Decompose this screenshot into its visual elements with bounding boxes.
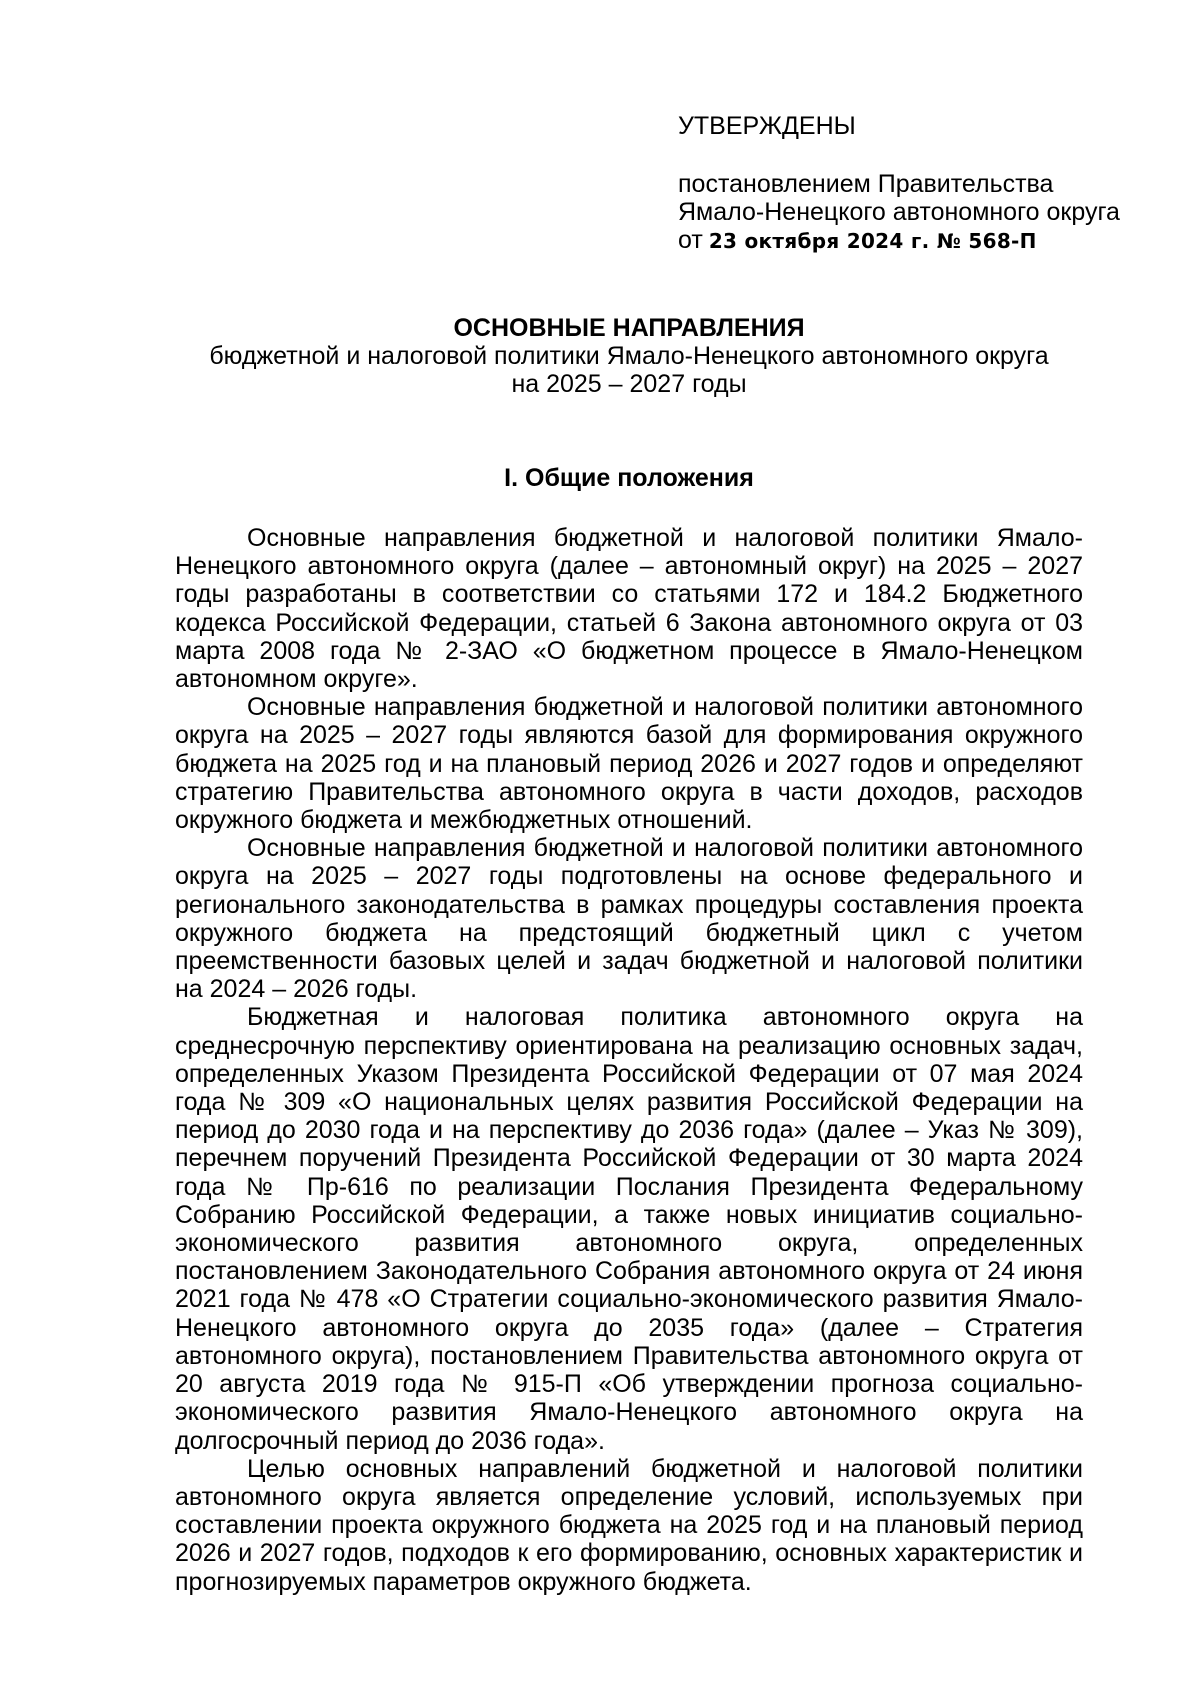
- section-heading: I. Общие положения: [504, 464, 754, 492]
- paragraph: Основные направления бюджетной и налоговой политики Ямало-Ненецкого автономного округа (далее – автономный округ) на 2025 – 2027 годы разработаны в соответствии со статьями 172 и 184.2 Бюджетного кодекса Российской Федерации, статьей 6 Закона автономного округа от 03 марта 2008 года № 2-ЗАО «О бюджетном процессе в Ямало-Ненецком автономном округе».: [175, 524, 1083, 694]
- paragraph: Целью основных направлений бюджетной и налоговой политики автономного округа является определение условий, используемых при составлении проекта окружного бюджета на 2025 год и на плановый период 2026 и 2027 годов, подходов к его формированию, основных характеристик и прогнозируемых параметров окружного бюджета.: [175, 1454, 1083, 1596]
- approval-date-number: 23 октября 2024 г. № 568-П: [708, 229, 1037, 253]
- document-title: [175, 314, 1083, 398]
- title-period: на 2025 – 2027 годы: [511, 370, 747, 398]
- approval-line-1: постановлением Правительства: [678, 170, 1054, 198]
- approval-date-line: [678, 226, 1178, 255]
- paragraph: Основные направления бюджетной и налоговой политики автономного округа на 2025 – 2027 годы подготовлены на основе федерального и регионального законодательства в рамках процедуры составления проекта окружного бюджета на предстоящий бюджетный цикл с учетом преемственности базовых целей и задач бюджетной и налоговой политики на 2024 – 2026 годы.: [175, 834, 1083, 1004]
- approval-stamp: УТВЕРЖДЕНЫ: [678, 112, 856, 140]
- approval-date-prefix: от: [678, 226, 703, 254]
- body-text: [175, 524, 1083, 1596]
- title-main: ОСНОВНЫЕ НАПРАВЛЕНИЯ: [453, 314, 805, 342]
- approval-line-2: Ямало-Ненецкого автономного округа: [678, 198, 1120, 226]
- paragraph: Бюджетная и налоговая политика автономного округа на среднесрочную перспективу ориентирована на реализацию основных задач, определенных Указом Президента Российской Федерации от 07 мая 2024 года № 309 «О национальных целях развития Российской Федерации на период до 2030 года и на перспективу до 2036 года» (далее – Указ № 309), перечнем поручений Президента Российской Федерации от 30 марта 2024 года № Пр-616 по реализации Послания Президента Федеральному Собранию Российской Федерации, а также новых инициатив социально-экономического развития автономного округа, определенных постановлением Законодательного Собрания автономного округа от 24 июня 2021 года № 478 «О Стратегии социально-экономического развития Ямало-Ненецкого автономного округа до 2035 года» (далее – Стратегия автономного округа), постановлением Правительства автономного округа от 20 августа 2019 года № 915-П «Об утверждении прогноза социально-экономического развития Ямало-Ненецкого автономного округа на долгосрочный период до 2036 года».: [175, 1003, 1083, 1455]
- title-subtitle: бюджетной и налоговой политики Ямало-Ненецкого автономного округа: [209, 342, 1049, 370]
- approval-block: [678, 112, 1178, 255]
- paragraph: Основные направления бюджетной и налоговой политики автономного округа на 2025 – 2027 годы являются базой для формирования окружного бюджета на 2025 год и на плановый период 2026 и 2027 годов и определяют стратегию Правительства автономного округа в части доходов, расходов окружного бюджета и межбюджетных отношений.: [175, 693, 1083, 835]
